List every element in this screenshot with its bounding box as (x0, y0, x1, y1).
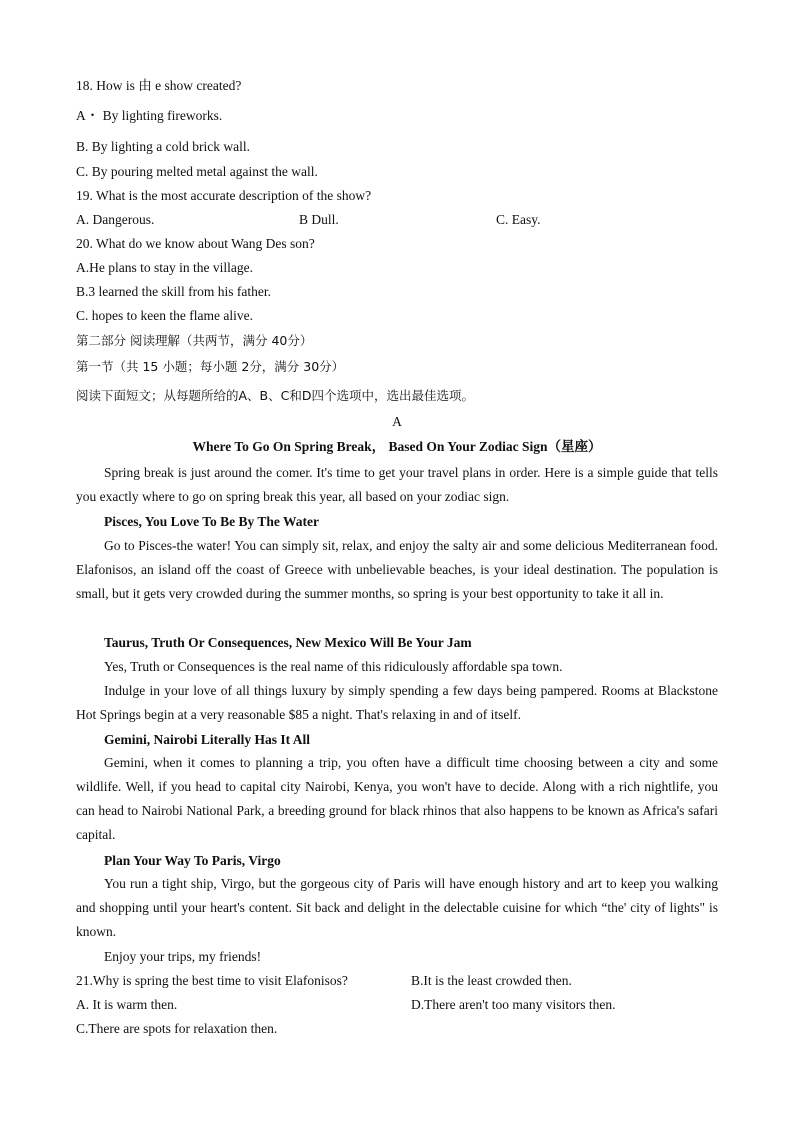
q18-option-b: B. By lighting a cold brick wall. (76, 139, 250, 154)
q20-option-a: A.He plans to stay in the village. (76, 260, 253, 275)
gemini-heading: Gemini, Nairobi Literally Has It All (104, 732, 311, 747)
pisces-heading: Pisces, You Love To Be By The Water (104, 514, 320, 529)
passage-intro: Spring break is just around the comer. It's time to get your travel plans in order. Here is a simple guide that tells you exactly where to go on spring break this year, all based on your zodiac sign. (76, 465, 718, 504)
q19-option-a: A. Dangerous. (76, 212, 155, 227)
q18-option-c: C. By pouring melted metal against the wall. (76, 164, 318, 179)
section-1-heading: 第一节（共 15 小题；每小题 2分，满分 30分） (76, 359, 345, 374)
section-instructions: 阅读下面短文；从每题所给的A、B、C和D四个选项中，选出最佳选项。 (76, 388, 474, 403)
q21-option-a: A. It is warm then. (76, 997, 178, 1012)
pisces-text: Go to Pisces-the water! You can simply sit, relax, and enjoy the salty air and some delicious Mediterranean food. Elafonisos, an island off the coast of Greece with unbelievable beaches, is your ideal destination. The population is small, but it gets very crowded during the summer months, so spring is your best opportunity to take it all in. (76, 538, 718, 601)
q19-question: 19. What is the most accurate description of the show? (76, 188, 372, 203)
taurus-heading: Taurus, Truth Or Consequences, New Mexico Will Be Your Jam (104, 635, 472, 650)
q21-option-c: C.There are spots for relaxation then. (76, 1021, 278, 1036)
passage-letter: A (392, 414, 402, 429)
taurus-text-2: Indulge in your love of all things luxury by simply spending a few days being pampered. Rooms at Blackstone Hot Springs begin at a very reasonable $85 a night. That's relaxing in and of itself. (76, 683, 718, 722)
section-part2-heading: 第二部分 阅读理解（共两节，满分 40分） (76, 333, 313, 348)
passage-title: Where To Go On Spring Break， Based On Your Zodiac Sign（星座） (192, 439, 602, 454)
q21-question: 21.Why is spring the best time to visit Elafonisos? (76, 973, 348, 988)
q20-question: 20. What do we know about Wang Des son? (76, 236, 315, 251)
virgo-heading: Plan Your Way To Paris, Virgo (104, 853, 281, 868)
q19-option-c: C. Easy. (496, 212, 541, 227)
gemini-text: Gemini, when it comes to planning a trip, you often have a difficult time choosing between a city and some wildlife. Well, if you head to capital city Nairobi, Kenya, you won't have to decide. Along with a rich nightlife, you can head to Nairobi National Park, a breeding ground for black rhinos that also happens to be known as Africa's safari capital. (76, 755, 718, 842)
q20-option-c: C. hopes to keen the flame alive. (76, 308, 253, 323)
q19-option-b: B Dull. (299, 212, 339, 227)
q20-option-b: B.3 learned the skill from his father. (76, 284, 271, 299)
q21-option-b: B.It is the least crowded then. (411, 973, 572, 988)
taurus-text-1: Yes, Truth or Consequences is the real name of this ridiculously affordable spa town. (104, 659, 563, 674)
virgo-text: You run a tight ship, Virgo, but the gorgeous city of Paris will have enough history and art to keep you walking and shopping until your heart's content. Sit back and delight in the delectable cuisine for which “the' city of lights" is known. (76, 876, 718, 939)
q18-question: 18. How is 由 e show created? (76, 78, 242, 93)
q18-option-a: A・ By lighting fireworks. (76, 108, 223, 123)
q21-option-d: D.There aren't too many visitors then. (411, 997, 616, 1012)
passage-closing: Enjoy your trips, my friends! (104, 949, 262, 964)
